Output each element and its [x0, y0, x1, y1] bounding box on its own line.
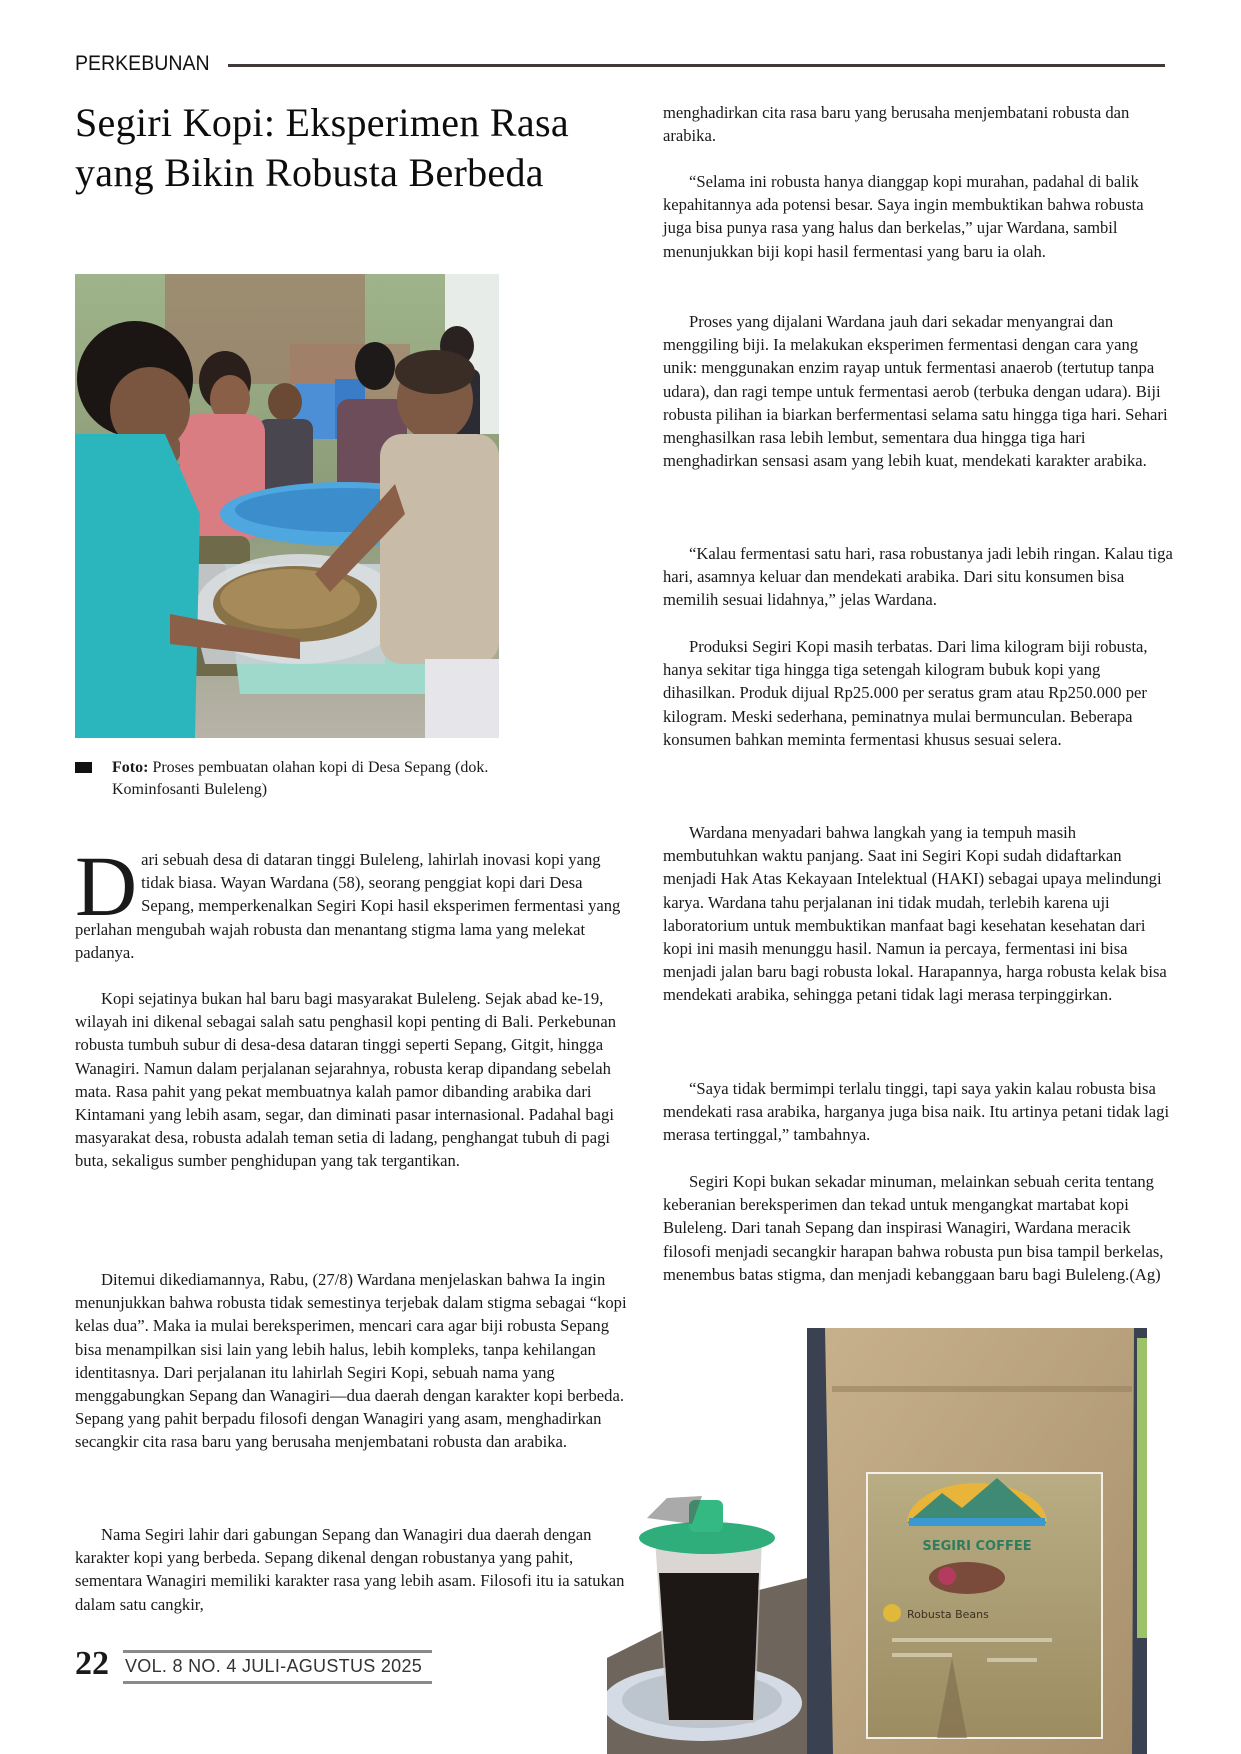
body-right-p6: [663, 821, 1173, 1007]
body-left-p1: [75, 838, 627, 964]
paragraph: Kopi sejatinya bukan hal baru bagi masyarakat Buleleng. Sejak abad ke-19, wilayah ini dikenal sebagai salah satu penghasil kopi penting di Bali. Perkebunan robusta tumbuh subur di desa-desa dataran tinggi seperti Sepang, Gitgit, hingga Wanagiri. Namun dalam perjalanan sejarahnya, robusta kerap dipandang sebelah mata. Rasa pahit yang pekat membuatnya kalah pamor dibanding arabika dari Kintamani yang lebih asam, segar, dan diminati pasar internasional. Padahal bagi masyarakat desa, robusta adalah teman setia di ladang, penghangat tubuh di pagi buta, sekaligus sumber penghidupan yang tak tergantikan.: [75, 989, 617, 1171]
product-name-text: Robusta Beans: [907, 1608, 989, 1621]
paragraph: Ditemui dikediamannya, Rabu, (27/8) Wardana menjelaskan bahwa Ia ingin menunjukkan bahwa robusta tidak semestinya terjebak dalam stigma sebagai “kopi kelas dua”. Maka ia mulai bereksperimen, mencari cara agar biji robusta Sepang bisa menampilkan sisi lain yang lebih halus, lebih kompleks, tanpa kehilangan identitasnya. Dari perjalanan itu lahirlah Segiri Kopi, sebuah nama yang menggabungkan Sepang dan Wanagiri—dua daerah dengan karakter kopi berbeda. Sepang yang pahit berpadu filosofi dengan Wanagiri yang asam, menghadirkan secangkir cita rasa baru yang berusaha menjembatani robusta dan arabika.: [75, 1270, 627, 1452]
caption-marker-icon: [75, 762, 92, 773]
body-right-p2: [663, 170, 1173, 263]
caption-body: Proses pembuatan olahan kopi di Desa Sepang (dok. Kominfosanti Buleleng): [112, 759, 489, 798]
photo-product: [607, 1328, 1147, 1754]
product-brand-text: SEGIRI COFFEE: [922, 1539, 1032, 1554]
lead-paragraph-text: ari sebuah desa di dataran tinggi Buleleng, lahirlah inovasi kopi yang tidak biasa. Wayan Wardana (58), seorang penggiat kopi dari Desa Sepang, memperkenalkan Segiri Kopi hasil eksperimen fermentasi yang perlahan mengubah wajah robusta dan menantang stigma lama yang melekat padanya.: [75, 850, 621, 962]
body-left-p2: [75, 987, 627, 1173]
dropcap: D: [75, 838, 138, 934]
body-right-p7: [663, 1077, 1173, 1147]
issue-text: VOL. 8 NO. 4 JULI-AGUSTUS 2025: [125, 1656, 423, 1676]
caption-label: Foto:: [112, 759, 149, 776]
photo-coffee-processing: [75, 274, 499, 738]
paragraph: Wardana menyadari bahwa langkah yang ia tempuh masih membutuhkan waktu panjang. Saat ini Segiri Kopi sudah didaftarkan menjadi Hak Atas Kekayaan Intelektual (HAKI) sebagai upaya melindungi karya. Wardana tahu perjalanan ini tidak mudah, terlebih karena uji laboratorium untuk membuktikan manfaat bagi kesehatan kesehatan dari kopi ini masih menunggu hasil. Namun ia percaya, fermentasi ini bisa menjadi jalan baru bagi robusta lokal. Harapannya, harga robusta kelak bisa mendekati arabika, sehingga petani tidak lagi merasa terpinggirkan.: [663, 823, 1167, 1005]
body-right-p3: [663, 310, 1173, 472]
body-right-p8: [663, 1170, 1173, 1286]
paragraph: Nama Segiri lahir dari gabungan Sepang dan Wanagiri dua daerah dengan karakter kopi yang berbeda. Sepang dikenal dengan robustanya yang pahit, sementara Wanagiri memiliki karakter rasa yang lebih asam. Filosofi itu ia satukan dalam satu cangkir,: [75, 1525, 625, 1614]
paragraph: “Selama ini robusta hanya dianggap kopi murahan, padahal di balik kepahitannya ada potensi besar. Saya ingin membuktikan bahwa robusta juga bisa punya rasa yang halus dan berkelas,” ujar Wardana, sambil menunjukkan biji kopi hasil fermentasi yang baru ia olah.: [663, 172, 1144, 261]
lead-paragraph: [75, 838, 627, 964]
article-title: Segiri Kopi: Eksperimen Rasa yang Bikin Robusta Berbeda: [75, 100, 569, 195]
paragraph: menghadirkan cita rasa baru yang berusaha menjembatani robusta dan arabika.: [663, 103, 1130, 146]
page-number: 22: [75, 1645, 109, 1682]
paragraph: “Kalau fermentasi satu hari, rasa robustanya jadi lebih ringan. Kalau tiga hari, asamnya keluar dan mendekati arabika. Dari situ konsumen bisa memilih sesuai lidahnya,” jelas Wardana.: [663, 544, 1173, 610]
section-rule: [228, 64, 1165, 67]
body-right-p1: [663, 101, 1173, 147]
caption-text: [112, 757, 502, 801]
issue-folio: [123, 1650, 432, 1684]
paragraph: Proses yang dijalani Wardana jauh dari sekadar menyangrai dan menggiling biji. Ia melakukan eksperimen fermentasi dengan cara yang unik: menggunakan enzim rayap untuk fermentasi anaerob (tertutup tanpa udara), dan ragi tempe untuk fermentasi aerob (terbuka dengan udara). Biji robusta pilihan ia biarkan berfermentasi selama satu hingga tiga hari. Sehari menghasilkan rasa lebih lembut, sementara dua hingga tiga hari menghadirkan sensasi asam yang lebih kuat, mendekati karakter arabika.: [663, 312, 1168, 471]
section-label: PERKEBUNAN: [75, 52, 210, 75]
photo-illustration: [75, 274, 499, 738]
body-right-p4: [663, 542, 1173, 612]
paragraph: “Saya tidak bermimpi terlalu tinggi, tapi saya yakin kalau robusta bisa mendekati rasa arabika, harganya juga bisa naik. Itu artinya petani tidak lagi merasa tertinggal,” tambahnya.: [663, 1079, 1170, 1145]
body-left-p3: [75, 1268, 627, 1454]
body-left-p4: [75, 1523, 627, 1616]
body-right-p5: [663, 635, 1173, 751]
product-illustration: [607, 1328, 1147, 1754]
paragraph: Produksi Segiri Kopi masih terbatas. Dari lima kilogram biji robusta, hanya sekitar tiga hingga tiga setengah kilogram bubuk kopi yang dihasilkan. Produk dijual Rp25.000 per seratus gram atau Rp250.000 per kilogram. Meski sederhana, peminatnya mulai bermunculan. Beberapa konsumen bahkan meminta fermentasi khusus sesuai selera.: [663, 637, 1148, 749]
paragraph: Segiri Kopi bukan sekadar minuman, melainkan sebuah cerita tentang keberanian bereksperimen dan tekad untuk mengangkat martabat kopi Buleleng. Dari tanah Sepang dan inspirasi Wanagiri, Wardana meracik filosofi menjadi secangkir harapan bahwa robusta pun bisa tampil berkelas, menembus batas stigma, dan menjadi kebanggaan baru bagi Buleleng.(Ag): [663, 1172, 1164, 1284]
